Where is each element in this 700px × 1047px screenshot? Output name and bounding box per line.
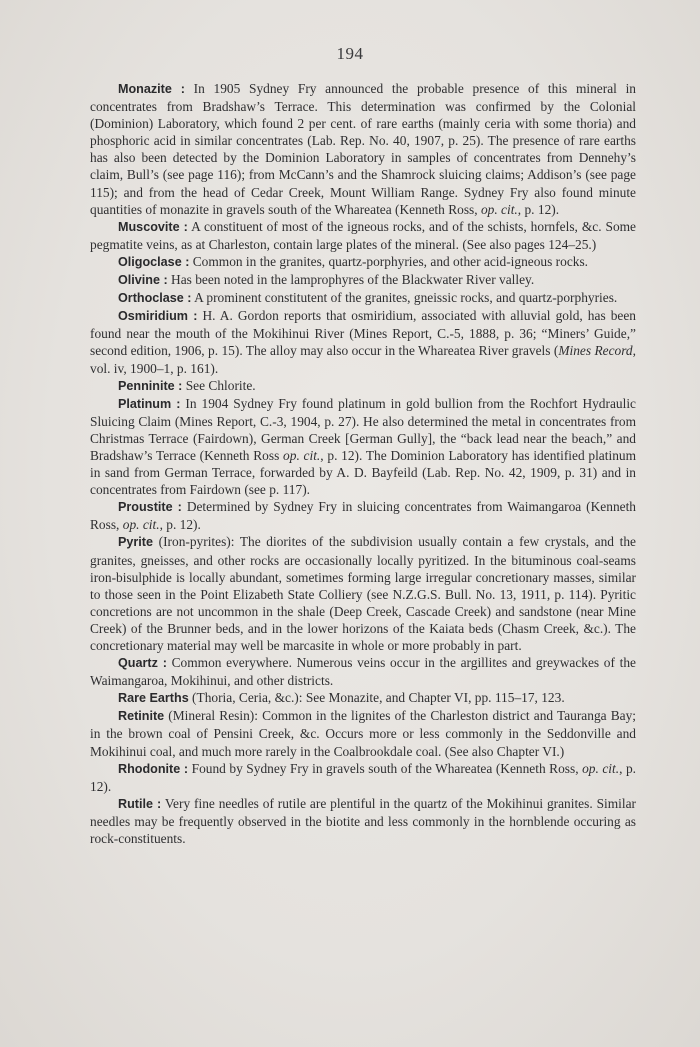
entry-text: Determined by Sydney Fry in sluicing concentrates from Waimangaroa (Kenneth Ross,	[90, 499, 636, 533]
entry-text: , p. 12). The Dominion Laboratory has identified platinum in sand from German Terrace, forwarded by A. D. Bayfeild (Lab. Rep. No. 42, 1909, p. 31) and in concentrates from Fairdown (see p. 117).	[90, 447, 637, 498]
mineral-entry	[90, 498, 636, 533]
mineral-entry	[90, 654, 636, 689]
mineral-entry	[90, 253, 636, 271]
mineral-entry	[90, 80, 636, 218]
entry-text: (Iron-pyrites): The diorites of the subdivision usually contain a few crystals, and the granites, gneisses, and other rocks are occasionally locally pyritized. In the bituminous coal-seams iron-bisulphide is locally abundant, sometimes forming large irregular concretionary masses, similar to those seen in the Point Elizabeth State Colliery (see N.Z.G.S. Bull. No. 13, 1911, p. 114). Pyritic concretions are not uncommon in the shale (Deep Creek, Cascade Creek) and sandstone (near Mine Creek) of the Brunner beds, and in the lower horizons of the Kaiata beds (Chasm Creek, &c.). The concretionary material may well be marcasite in whole or more probably in part.	[90, 534, 636, 653]
entry-text: In 1904 Sydney Fry found platinum in gold bullion from the Rochfort Hydraulic Sluicing Claim (Mines Report, C.-3, 1904, p. 27). He also determined the metal in concentrates from Christmas Terrace (Fairdown), German Creek [German Gully], the “back lead near the beach,” and Bradshaw’s Terrace (Kenneth Ross	[90, 395, 636, 463]
entry-text: Common in the granites, quartz-porphyries, and other acid-igneous rocks.	[189, 253, 589, 269]
mineral-term: Quartz :	[118, 656, 167, 671]
mineral-term: Penninite :	[118, 378, 183, 393]
mineral-entry	[90, 795, 636, 847]
mineral-term: Muscovite :	[118, 219, 188, 234]
italic-citation: op. cit.	[122, 517, 160, 533]
entry-text: Found by Sydney Fry in gravels south of the Whareatea (Kenneth Ross,	[188, 760, 583, 776]
italic-citation: op. cit.	[480, 201, 518, 217]
mineral-term: Orthoclase :	[118, 291, 192, 306]
mineral-term: Olivine :	[118, 273, 168, 288]
mineral-term: Retinite	[118, 709, 165, 724]
entry-text: A prominent constitutent of the granites, gneissic rocks, and quartz-porphyries.	[191, 290, 618, 306]
entry-text: Very fine needles of rutile are plentiful in the quartz of the Mokihinui granites. Similar needles may be frequently observed in the biotite and less commonly in the hornblende occuring as rock-constituents.	[90, 795, 636, 847]
mineral-entry	[90, 689, 636, 707]
italic-citation: op. cit.	[283, 447, 321, 463]
mineral-term: Monazite :	[118, 82, 185, 96]
mineral-entry	[90, 218, 636, 253]
mineral-term: Rutile :	[118, 796, 162, 811]
entry-text: See Chlorite.	[182, 377, 256, 393]
page-number: 194	[336, 44, 364, 63]
mineral-entry	[90, 707, 636, 759]
entry-text: Common everywhere. Numerous veins occur in the argillites and greywackes of the Waimangaroa, Mokihinui, and other districts.	[90, 655, 636, 689]
mineral-entry	[90, 395, 636, 499]
entry-text: Has been noted in the lamprophyres of the Blackwater River valley.	[167, 272, 535, 288]
mineral-term: Oligoclase :	[118, 254, 190, 269]
italic-citation: op. cit.	[582, 760, 620, 776]
entry-text: (Mineral Resin): Common in the lignites of the Charleston district and Tauranga Bay; in the brown coal of Pensini Creek, &c. Occurs more or less commonly in the Seddonville and Mokihinui coal, and much more rarely in the Coalbrookdale coal. (See also Chapter VI.)	[90, 708, 636, 759]
entry-text: , p. 12).	[90, 760, 636, 794]
mineral-entry	[90, 760, 636, 795]
mineral-term: Proustite :	[118, 500, 182, 515]
mineral-entry	[90, 377, 636, 395]
mineral-term: Rare Earths	[118, 691, 189, 706]
mineral-entry	[90, 289, 636, 307]
entry-text: A constituent of most of the igneous rocks, and of the schists, hornfels, &c. Some pegmatite veins, as at Charleston, contain large plates of the mineral. (See also pages 124–25.)	[90, 218, 636, 252]
entry-text: , vol. iv, 1900–1, p. 161).	[90, 343, 636, 376]
mineral-term: Osmiridium :	[118, 309, 198, 324]
entry-text: In 1905 Sydney Fry announced the probable presence of this mineral in concentrates from Bradshaw’s Terrace. This determination was confirmed by the Colonial (Dominion) Laboratory, which found 2 per cent. of rare earths (mainly ceria with some thoria) and phosphoric acid in similar concentrates (Lab. Rep. No. 40, 1907, p. 25). The presence of rare earths has also been detected by the Dominion Laboratory in samples of concentrates from Dennehy’s claim, Bull’s (see page 116); from McCann’s and the Shamrock sluicing claims; Addison’s (see page 115); and from the head of Cedar Creek, Mount William Range. Sydney Fry also found minute quantities of monazite in gravels south of the Whareatea (Kenneth Ross,	[90, 81, 636, 217]
mineral-term: Platinum :	[118, 396, 181, 411]
mineral-term: Pyrite	[118, 535, 154, 550]
entry-list	[90, 80, 636, 847]
mineral-entry	[90, 307, 636, 376]
mineral-entry	[90, 271, 636, 289]
mineral-term: Rhodonite :	[118, 761, 189, 776]
entry-text: (Thoria, Ceria, &c.): See Monazite, and Chapter VI, pp. 115–17, 123.	[188, 690, 565, 706]
entry-text: H. A. Gordon reports that osmiridium, associated with alluvial gold, has been found near the mouth of the Mokihinui River (Mines Report, C.-5, 1888, p. 36; “Miners’ Guide,” second edition, 1906, p. 15). The alloy may also occur in the Whareatea River gravels (	[90, 308, 636, 359]
mineral-entry	[90, 533, 636, 654]
italic-citation: Mines Record	[558, 343, 633, 359]
entry-text: , p. 12).	[159, 517, 201, 533]
entry-text: , p. 12).	[517, 201, 560, 217]
